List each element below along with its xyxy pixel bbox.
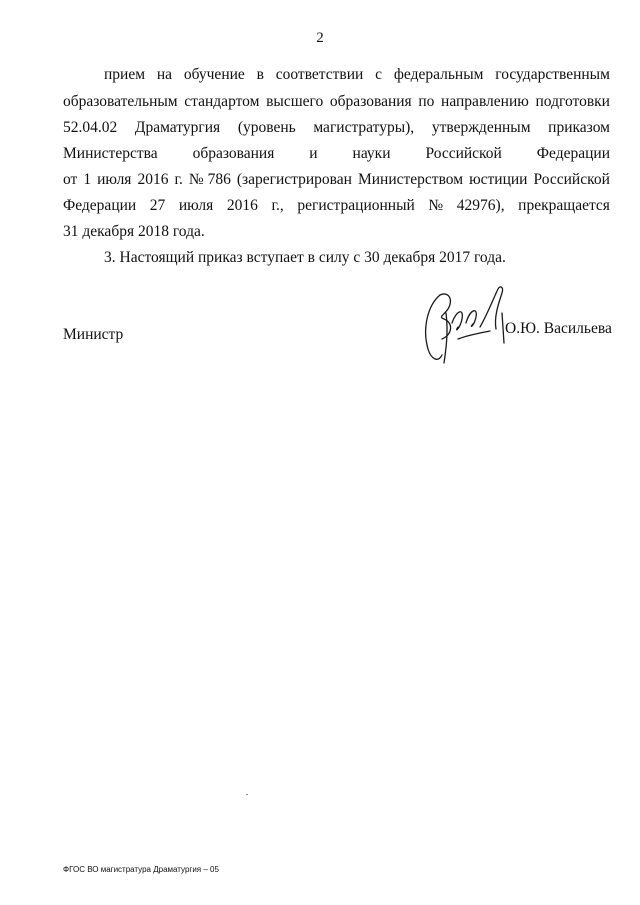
word: № 786 xyxy=(188,171,231,188)
word: и xyxy=(309,145,318,162)
word: Российской xyxy=(533,171,610,188)
word: в xyxy=(256,66,264,83)
word: 42976), xyxy=(456,197,505,214)
body-line-4 xyxy=(63,145,610,163)
word: 27 xyxy=(149,197,166,214)
body-line-3 xyxy=(63,119,610,137)
page-number: 2 xyxy=(316,30,324,46)
word: 52.04.02 xyxy=(63,119,118,136)
word: науки xyxy=(352,145,391,162)
word: направлению xyxy=(441,93,529,110)
word: образовательным xyxy=(63,93,178,110)
word: Драматургия xyxy=(134,119,221,136)
body-line-5 xyxy=(63,171,610,189)
word: образования xyxy=(329,93,412,110)
word: Федерации xyxy=(63,197,137,214)
word: прием xyxy=(104,66,146,83)
word: Федерации xyxy=(536,145,610,162)
word: на xyxy=(156,66,173,83)
body-line-7: 31 декабря 2018 года. xyxy=(63,223,205,240)
word: от xyxy=(63,171,78,188)
word: 1 xyxy=(83,171,92,188)
word: г., xyxy=(271,197,284,214)
word: по xyxy=(418,93,435,110)
word: регистрационный xyxy=(297,197,415,214)
word: прекращается xyxy=(518,197,610,214)
word: (уровень xyxy=(237,119,296,136)
word: (зарегистрирован xyxy=(236,171,352,188)
paragraph-item-3: 3. Настоящий приказ вступает в силу с 30 декабря 2017 года. xyxy=(104,249,506,266)
word: обучение xyxy=(183,66,245,83)
word: июля xyxy=(178,197,214,214)
word: приказом xyxy=(548,119,610,136)
word: магистратуры), xyxy=(313,119,415,136)
word: № xyxy=(428,197,444,214)
body-line-1 xyxy=(104,66,610,84)
word: Министерством xyxy=(357,171,464,188)
scan-speck xyxy=(246,794,248,795)
word: июля xyxy=(97,171,132,188)
word: утвержденным xyxy=(431,119,531,136)
word: государственным xyxy=(495,66,610,83)
word: подготовки xyxy=(535,93,610,110)
signatory-title: Министр xyxy=(63,326,124,343)
word: стандартом xyxy=(184,93,260,110)
document-footer: ФГОС ВО магистратура Драматургия – 05 xyxy=(63,865,219,874)
word: Российской xyxy=(425,145,502,162)
signatory-name: О.Ю. Васильева xyxy=(505,320,612,337)
word: юстиции xyxy=(469,171,528,188)
word: г. xyxy=(174,171,183,188)
word: федеральным xyxy=(393,66,484,83)
word: 2016 xyxy=(226,197,258,214)
word: с xyxy=(375,66,383,83)
word: 2016 xyxy=(137,171,169,188)
body-line-2 xyxy=(63,93,610,111)
word: соответствии xyxy=(275,66,364,83)
word: образования xyxy=(192,145,275,162)
body-line-6 xyxy=(63,197,610,215)
word: Министерства xyxy=(63,145,158,162)
word: высшего xyxy=(266,93,324,110)
